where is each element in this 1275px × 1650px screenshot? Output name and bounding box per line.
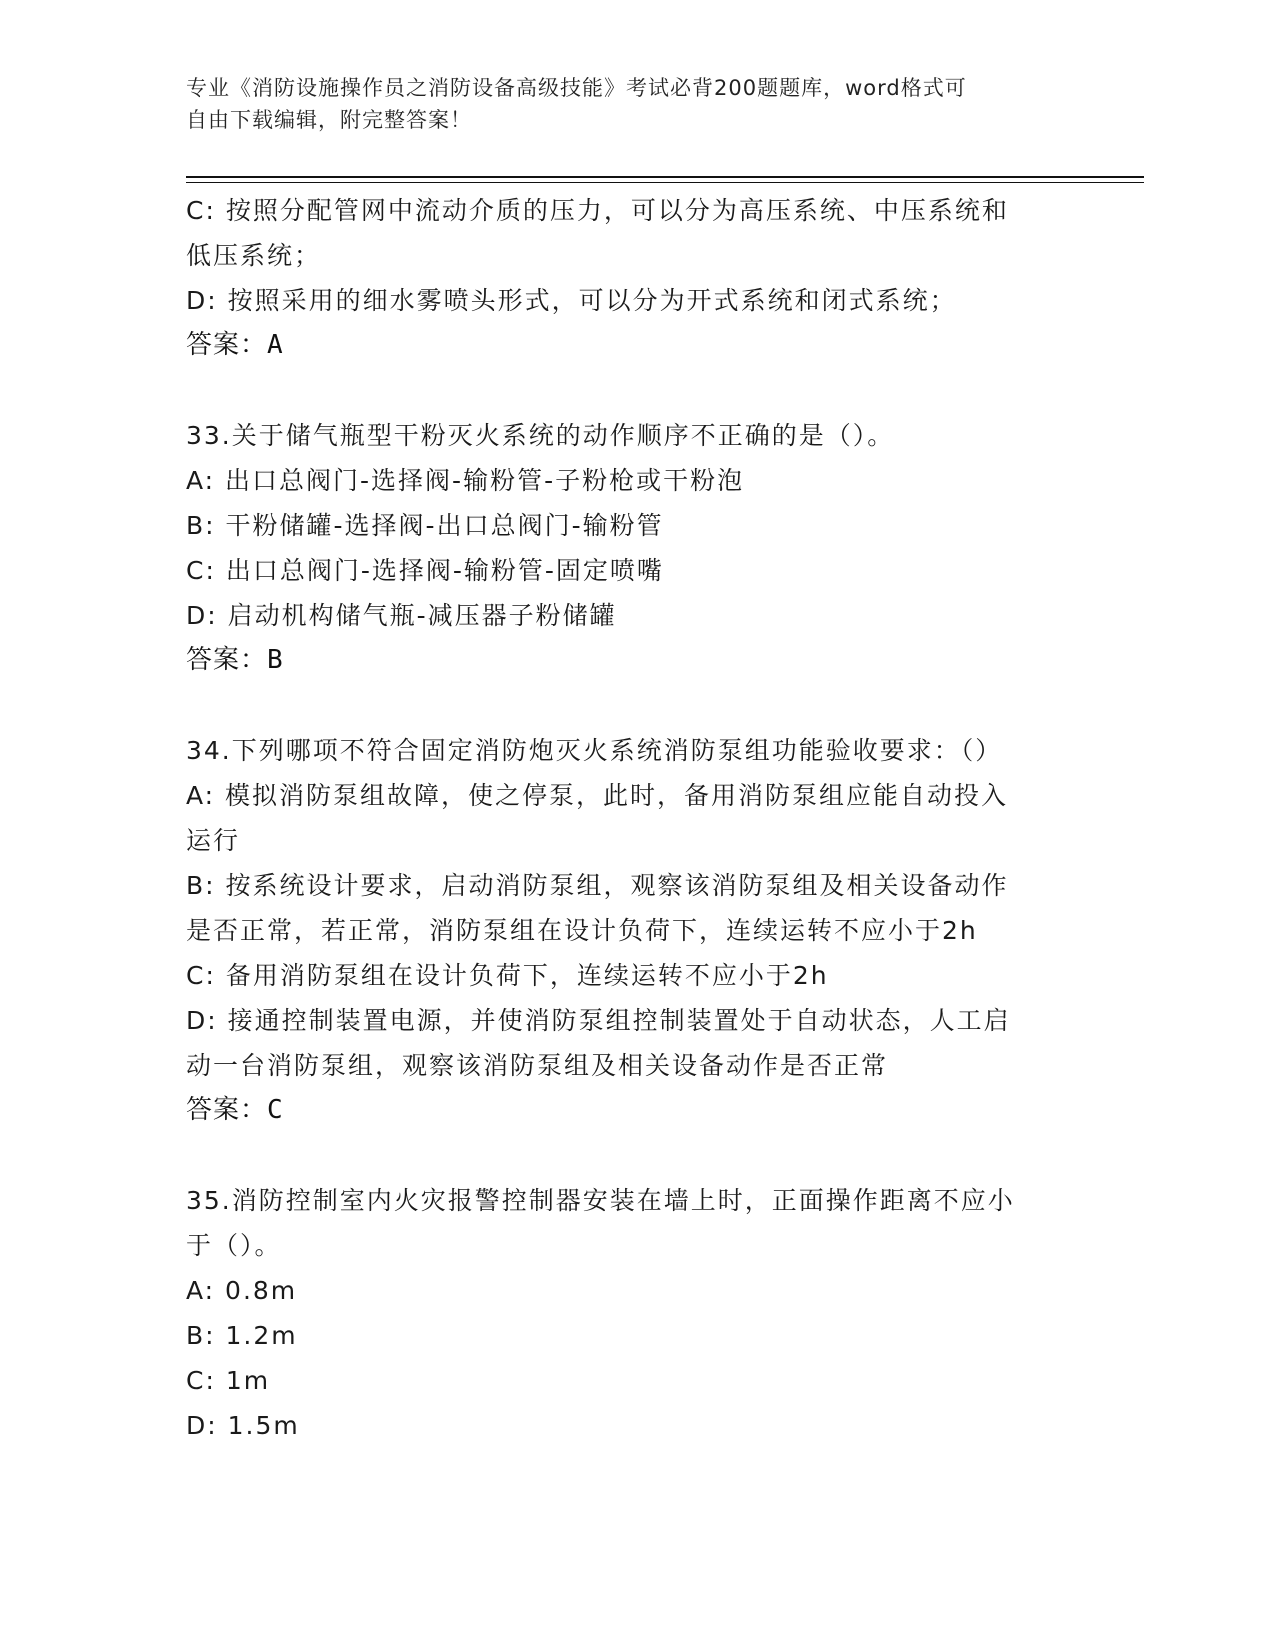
option-d-line-1: D: 接通控制装置电源，并使消防泵组控制装置处于自动状态，人工启 (186, 1006, 1011, 1035)
answer-value: B (267, 645, 284, 675)
answer-label: 答案： (186, 645, 268, 675)
header-title-line-1: 专业《消防设施操作员之消防设备高级技能》考试必背200题题库，word格式可 (186, 76, 967, 100)
option-b: B: 干粉储罐-选择阀-出口总阀门-输粉管 (186, 511, 664, 540)
option-a: A: 0.8m (186, 1276, 298, 1305)
answer-line (186, 638, 1076, 683)
option-d-line-2: 动一台消防泵组，观察该消防泵组及相关设备动作是否正常 (186, 1051, 889, 1080)
question-stem-line-2: 于（）。 (186, 1231, 282, 1260)
option-c: C: 备用消防泵组在设计负荷下，连续运转不应小于2h (186, 961, 829, 990)
option-a-line-2: 运行 (186, 826, 241, 855)
option-b: B: 1.2m (186, 1321, 298, 1350)
option-c: C: 出口总阀门-选择阀-输粉管-固定喷嘴 (186, 556, 664, 585)
option-d: D: 启动机构储气瓶-减压器子粉储罐 (186, 601, 617, 630)
answer-line (186, 323, 1076, 368)
answer-value: C (267, 1095, 284, 1125)
answer-label: 答案： (186, 330, 268, 360)
question-32-continuation (186, 188, 1076, 368)
header-rule-thick (186, 176, 1144, 178)
question-gap (186, 1133, 1076, 1178)
option-c: C: 1m (186, 1366, 271, 1395)
question-gap (186, 683, 1076, 728)
answer-line (186, 1088, 1076, 1133)
question-34 (186, 728, 1076, 1133)
option-c-line-1: C: 按照分配管网中流动介质的压力，可以分为高压系统、中压系统和 (186, 196, 1009, 225)
question-33 (186, 413, 1076, 683)
option-d: D: 按照采用的细水雾喷头形式，可以分为开式系统和闭式系统； (186, 286, 957, 315)
option-d: D: 1.5m (186, 1411, 300, 1440)
answer-label: 答案： (186, 1095, 268, 1125)
question-gap (186, 368, 1076, 413)
option-b-line-2: 是否正常，若正常，消防泵组在设计负荷下，连续运转不应小于2h (186, 916, 978, 945)
answer-value: A (267, 330, 284, 360)
document-body (186, 188, 1076, 1448)
question-stem: 34.下列哪项不符合固定消防炮灭火系统消防泵组功能验收要求：（） (186, 736, 1003, 765)
header-title-line-2: 自由下载编辑，附完整答案！ (186, 108, 472, 132)
document-header (186, 72, 1066, 136)
option-a: A: 出口总阀门-选择阀-输粉管-子粉枪或干粉泡 (186, 466, 745, 495)
header-rule-thin (186, 182, 1144, 183)
option-c-line-2: 低压系统； (186, 241, 322, 270)
option-a-line-1: A: 模拟消防泵组故障，使之停泵，此时，备用消防泵组应能自动投入 (186, 781, 1009, 810)
question-35 (186, 1178, 1076, 1448)
option-b-line-1: B: 按系统设计要求，启动消防泵组，观察该消防泵组及相关设备动作 (186, 871, 1009, 900)
question-stem: 33.关于储气瓶型干粉灭火系统的动作顺序不正确的是（）。 (186, 421, 895, 450)
question-stem-line-1: 35.消防控制室内火灾报警控制器安装在墙上时，正面操作距离不应小 (186, 1186, 1015, 1215)
